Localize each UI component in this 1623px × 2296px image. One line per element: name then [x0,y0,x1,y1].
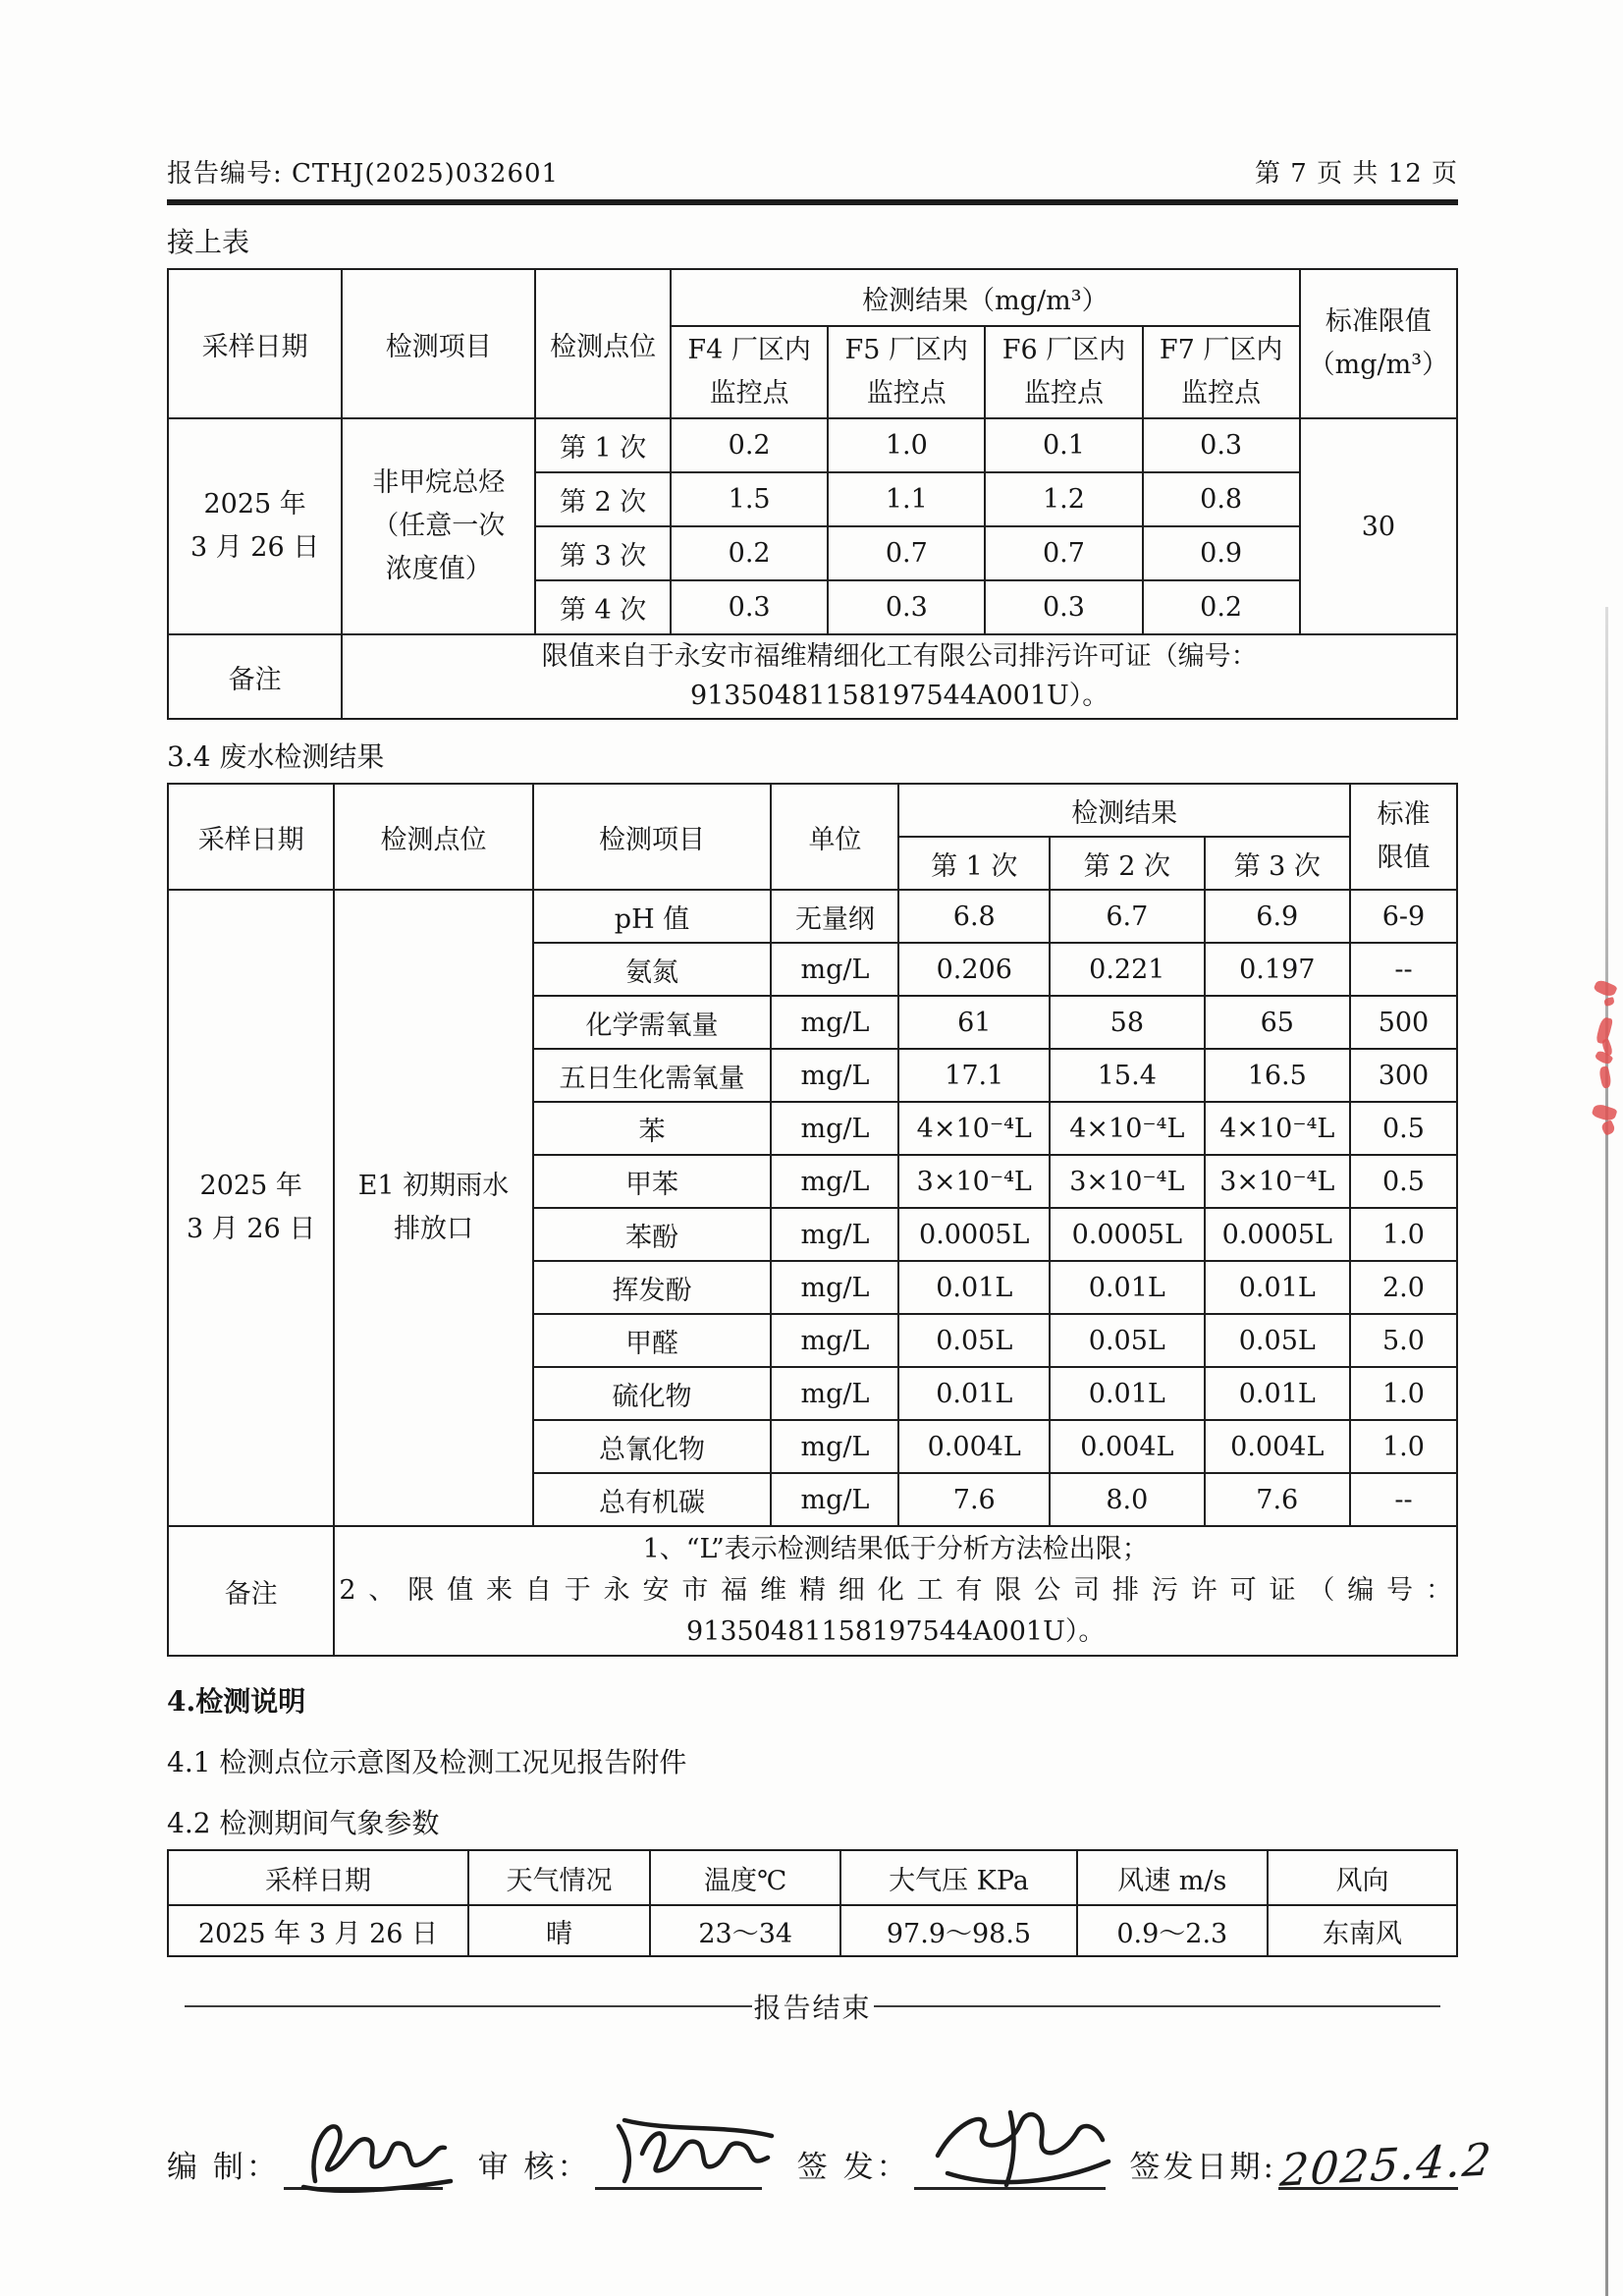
reviewed-by-label: 审 核： [477,2150,591,2185]
report-number: 报告编号: CTHJ(2025)032601 [167,159,560,189]
cell-value: 16.5 [1205,1049,1350,1102]
cell-value: 61 [898,996,1050,1049]
cell-value: 7.6 [1205,1473,1350,1526]
cell-value: 4×10⁻⁴L [1050,1102,1205,1155]
cell-unit: mg/L [771,996,898,1049]
signature-row [167,2133,1495,2197]
cell-weather: 晴 [468,1905,650,1956]
cell-value: 0.2 [671,526,828,580]
cell-value: 0.01L [1050,1261,1205,1314]
cell-value: 0.0005L [1205,1208,1350,1261]
table-row [168,1905,1457,1956]
cell-limit: 300 [1350,1049,1457,1102]
cell-unit: 无量纲 [771,890,898,943]
cell-point: E1 初期雨水 排放口 [334,890,532,1526]
cell-item: 总氰化物 [533,1420,772,1473]
reviewed-signature [595,2147,762,2190]
cell-limit: 1.0 [1350,1208,1457,1261]
cell-value: 6.8 [898,890,1050,943]
cell-value: 0.05L [1050,1314,1205,1367]
page-header [167,153,1458,190]
cell-value: 6.9 [1205,890,1350,943]
cell-value: 0.3 [1143,418,1300,472]
col-header-unit: 单位 [771,784,898,890]
prepared-by-label: 编 制： [167,2150,280,2185]
cell-value: 1.5 [671,472,828,526]
cell-value: 0.01L [1205,1367,1350,1420]
cell-value: 0.7 [985,526,1142,580]
col-header-sample-date: 采样日期 [168,1850,468,1905]
handwritten-signature [908,2095,1144,2203]
cell-unit: mg/L [771,1314,898,1367]
cell-value: 1.1 [828,472,985,526]
page-edge-artifact [1605,607,1608,2296]
note-text: 1、“L”表示检测结果低于分析方法检出限； 2、限值来自于永安市福维精细化工有限公司排污许可证（编号： 91350481158197544A001U）。 [334,1526,1457,1656]
continued-table-label: 接上表 [167,226,250,258]
cell-item: 非甲烷总烃 （任意一次 浓度值） [342,418,535,634]
header-rule [167,199,1458,205]
cell-value: 0.01L [898,1261,1050,1314]
note-text: 限值来自于永安市福维精细化工有限公司排污许可证（编号：91350481158197544A001U）。 [342,634,1457,719]
col-header-result-group: 检测结果（mg/m³） [671,269,1300,326]
cell-value: 17.1 [898,1049,1050,1102]
cell-value: 6.7 [1050,890,1205,943]
cell-value: 65 [1205,996,1350,1049]
cell-value: 0.01L [1205,1261,1350,1314]
cell-value: 0.3 [985,580,1142,634]
prepared-signature [284,2147,443,2190]
cell-value: 0.01L [898,1367,1050,1420]
cell-value: 0.01L [1050,1367,1205,1420]
cell-item: 挥发酚 [533,1261,772,1314]
col-header-f7: F7 厂区内 监控点 [1143,326,1300,418]
cell-value: 0.004L [898,1420,1050,1473]
col-header-temperature: 温度℃ [650,1850,840,1905]
col-header-item: 检测项目 [533,784,772,890]
cell-value: 15.4 [1050,1049,1205,1102]
cell-value: 0.9 [1143,526,1300,580]
cell-seq: 第 2 次 [535,472,671,526]
cell-value: 4×10⁻⁴L [1205,1102,1350,1155]
col-header-wind-direction: 风向 [1268,1850,1457,1905]
cell-limit: 1.0 [1350,1420,1457,1473]
cell-item: pH 值 [533,890,772,943]
cell-value: 1.0 [828,418,985,472]
cell-item: 苯 [533,1102,772,1155]
col-header-f5: F5 厂区内 监控点 [828,326,985,418]
cell-item: 甲苯 [533,1155,772,1208]
col-header-time2: 第 2 次 [1050,837,1205,890]
cell-value: 58 [1050,996,1205,1049]
wastewater-results-table [167,783,1458,1657]
col-header-sample-date: 采样日期 [168,784,334,890]
col-header-limit: 标准限值 （mg/m³） [1300,269,1457,418]
handwritten-date: 2025.4.2 [1277,2133,1495,2197]
col-header-point: 检测点位 [535,269,671,418]
cell-sample-date: 2025 年 3 月 26 日 [168,1905,468,1956]
table-row [168,418,1457,472]
cell-value: 0.0005L [1050,1208,1205,1261]
cell-item: 化学需氧量 [533,996,772,1049]
cell-value: 0.7 [828,526,985,580]
cell-value: 0.05L [1205,1314,1350,1367]
table-header-row [168,269,1457,326]
cell-unit: mg/L [771,1473,898,1526]
section-4-1: 4.1 检测点位示意图及检测工况见报告附件 [167,1746,687,1778]
cell-seq: 第 1 次 [535,418,671,472]
col-header-wind-speed: 风速 m/s [1077,1850,1268,1905]
cell-value: 7.6 [898,1473,1050,1526]
note-label: 备注 [168,1526,334,1656]
cell-value: 0.1 [985,418,1142,472]
cell-limit: 0.5 [1350,1155,1457,1208]
cell-limit: 5.0 [1350,1314,1457,1367]
handwritten-signature [278,2105,474,2203]
cell-value: 3×10⁻⁴L [1205,1155,1350,1208]
cell-limit: -- [1350,1473,1457,1526]
cell-wind-direction: 东南风 [1268,1905,1457,1956]
table-note-row [168,634,1457,719]
table-header-row [168,1850,1457,1905]
col-header-point: 检测点位 [334,784,532,890]
col-header-limit: 标准 限值 [1350,784,1457,890]
col-header-item: 检测项目 [342,269,535,418]
cell-value: 0.3 [671,580,828,634]
page-number: 第 7 页 共 12 页 [1255,159,1458,189]
section-4-title: 4.检测说明 [167,1685,306,1718]
col-header-f6: F6 厂区内 监控点 [985,326,1142,418]
cell-value: 8.0 [1050,1473,1205,1526]
cell-value: 0.004L [1050,1420,1205,1473]
cell-unit: mg/L [771,1367,898,1420]
cell-limit: 6-9 [1350,890,1457,943]
cell-value: 0.206 [898,943,1050,996]
col-header-pressure: 大气压 KPa [840,1850,1076,1905]
issued-signature [914,2147,1107,2190]
cell-value: 0.221 [1050,943,1205,996]
col-header-f4: F4 厂区内 监控点 [671,326,828,418]
col-header-time3: 第 3 次 [1205,837,1350,890]
cell-value: 0.3 [828,580,985,634]
section-4-2: 4.2 检测期间气象参数 [167,1807,440,1839]
table-note-row [168,1526,1457,1656]
cell-item: 氨氮 [533,943,772,996]
cell-wind-speed: 0.9～2.3 [1077,1905,1268,1956]
cell-unit: mg/L [771,1102,898,1155]
cell-item: 总有机碳 [533,1473,772,1526]
section-3-4-title: 3.4 废水检测结果 [167,740,385,773]
divider-line [185,2005,752,2007]
cell-value: 3×10⁻⁴L [1050,1155,1205,1208]
cell-limit: 0.5 [1350,1102,1457,1155]
col-header-weather: 天气情况 [468,1850,650,1905]
cell-value: 1.2 [985,472,1142,526]
cell-sample-date: 2025 年 3 月 26 日 [168,418,342,634]
cell-value: 0.8 [1143,472,1300,526]
weather-parameters-table [167,1849,1458,1957]
cell-value: 0.197 [1205,943,1350,996]
cell-value: 0.0005L [898,1208,1050,1261]
cell-value: 0.2 [1143,580,1300,634]
cell-item: 甲醛 [533,1314,772,1367]
cell-unit: mg/L [771,943,898,996]
table-row [168,890,1457,943]
cell-limit: 30 [1300,418,1457,634]
cell-item: 五日生化需氧量 [533,1049,772,1102]
cell-pressure: 97.9～98.5 [840,1905,1076,1956]
cell-seq: 第 4 次 [535,580,671,634]
issued-by-label: 签 发： [796,2150,910,2185]
cell-item: 硫化物 [533,1367,772,1420]
cell-limit: 500 [1350,996,1457,1049]
col-header-result-group: 检测结果 [898,784,1350,837]
cell-unit: mg/L [771,1208,898,1261]
handwritten-signature [589,2105,795,2203]
cell-unit: mg/L [771,1261,898,1314]
col-header-time1: 第 1 次 [898,837,1050,890]
cell-value: 3×10⁻⁴L [898,1155,1050,1208]
cell-item: 苯酚 [533,1208,772,1261]
cell-value: 0.2 [671,418,828,472]
exhaust-results-table [167,268,1458,720]
cell-limit: 1.0 [1350,1367,1457,1420]
report-end-divider [185,1987,1440,2026]
note-label: 备注 [168,634,342,719]
issue-date-value [1277,2133,1495,2197]
cell-unit: mg/L [771,1049,898,1102]
cell-unit: mg/L [771,1420,898,1473]
cell-value: 0.004L [1205,1420,1350,1473]
issue-date-label: 签发日期: [1129,2150,1276,2185]
cell-temperature: 23～34 [650,1905,840,1956]
cell-value: 4×10⁻⁴L [898,1102,1050,1155]
table-header-row [168,784,1457,837]
cell-sample-date: 2025 年 3 月 26 日 [168,890,334,1526]
cell-limit: -- [1350,943,1457,996]
cell-value: 0.05L [898,1314,1050,1367]
col-header-sample-date: 采样日期 [168,269,342,418]
cell-unit: mg/L [771,1155,898,1208]
cell-seq: 第 3 次 [535,526,671,580]
report-end-label: 报告结束 [753,1992,872,2024]
divider-line [874,2005,1441,2007]
cell-limit: 2.0 [1350,1261,1457,1314]
